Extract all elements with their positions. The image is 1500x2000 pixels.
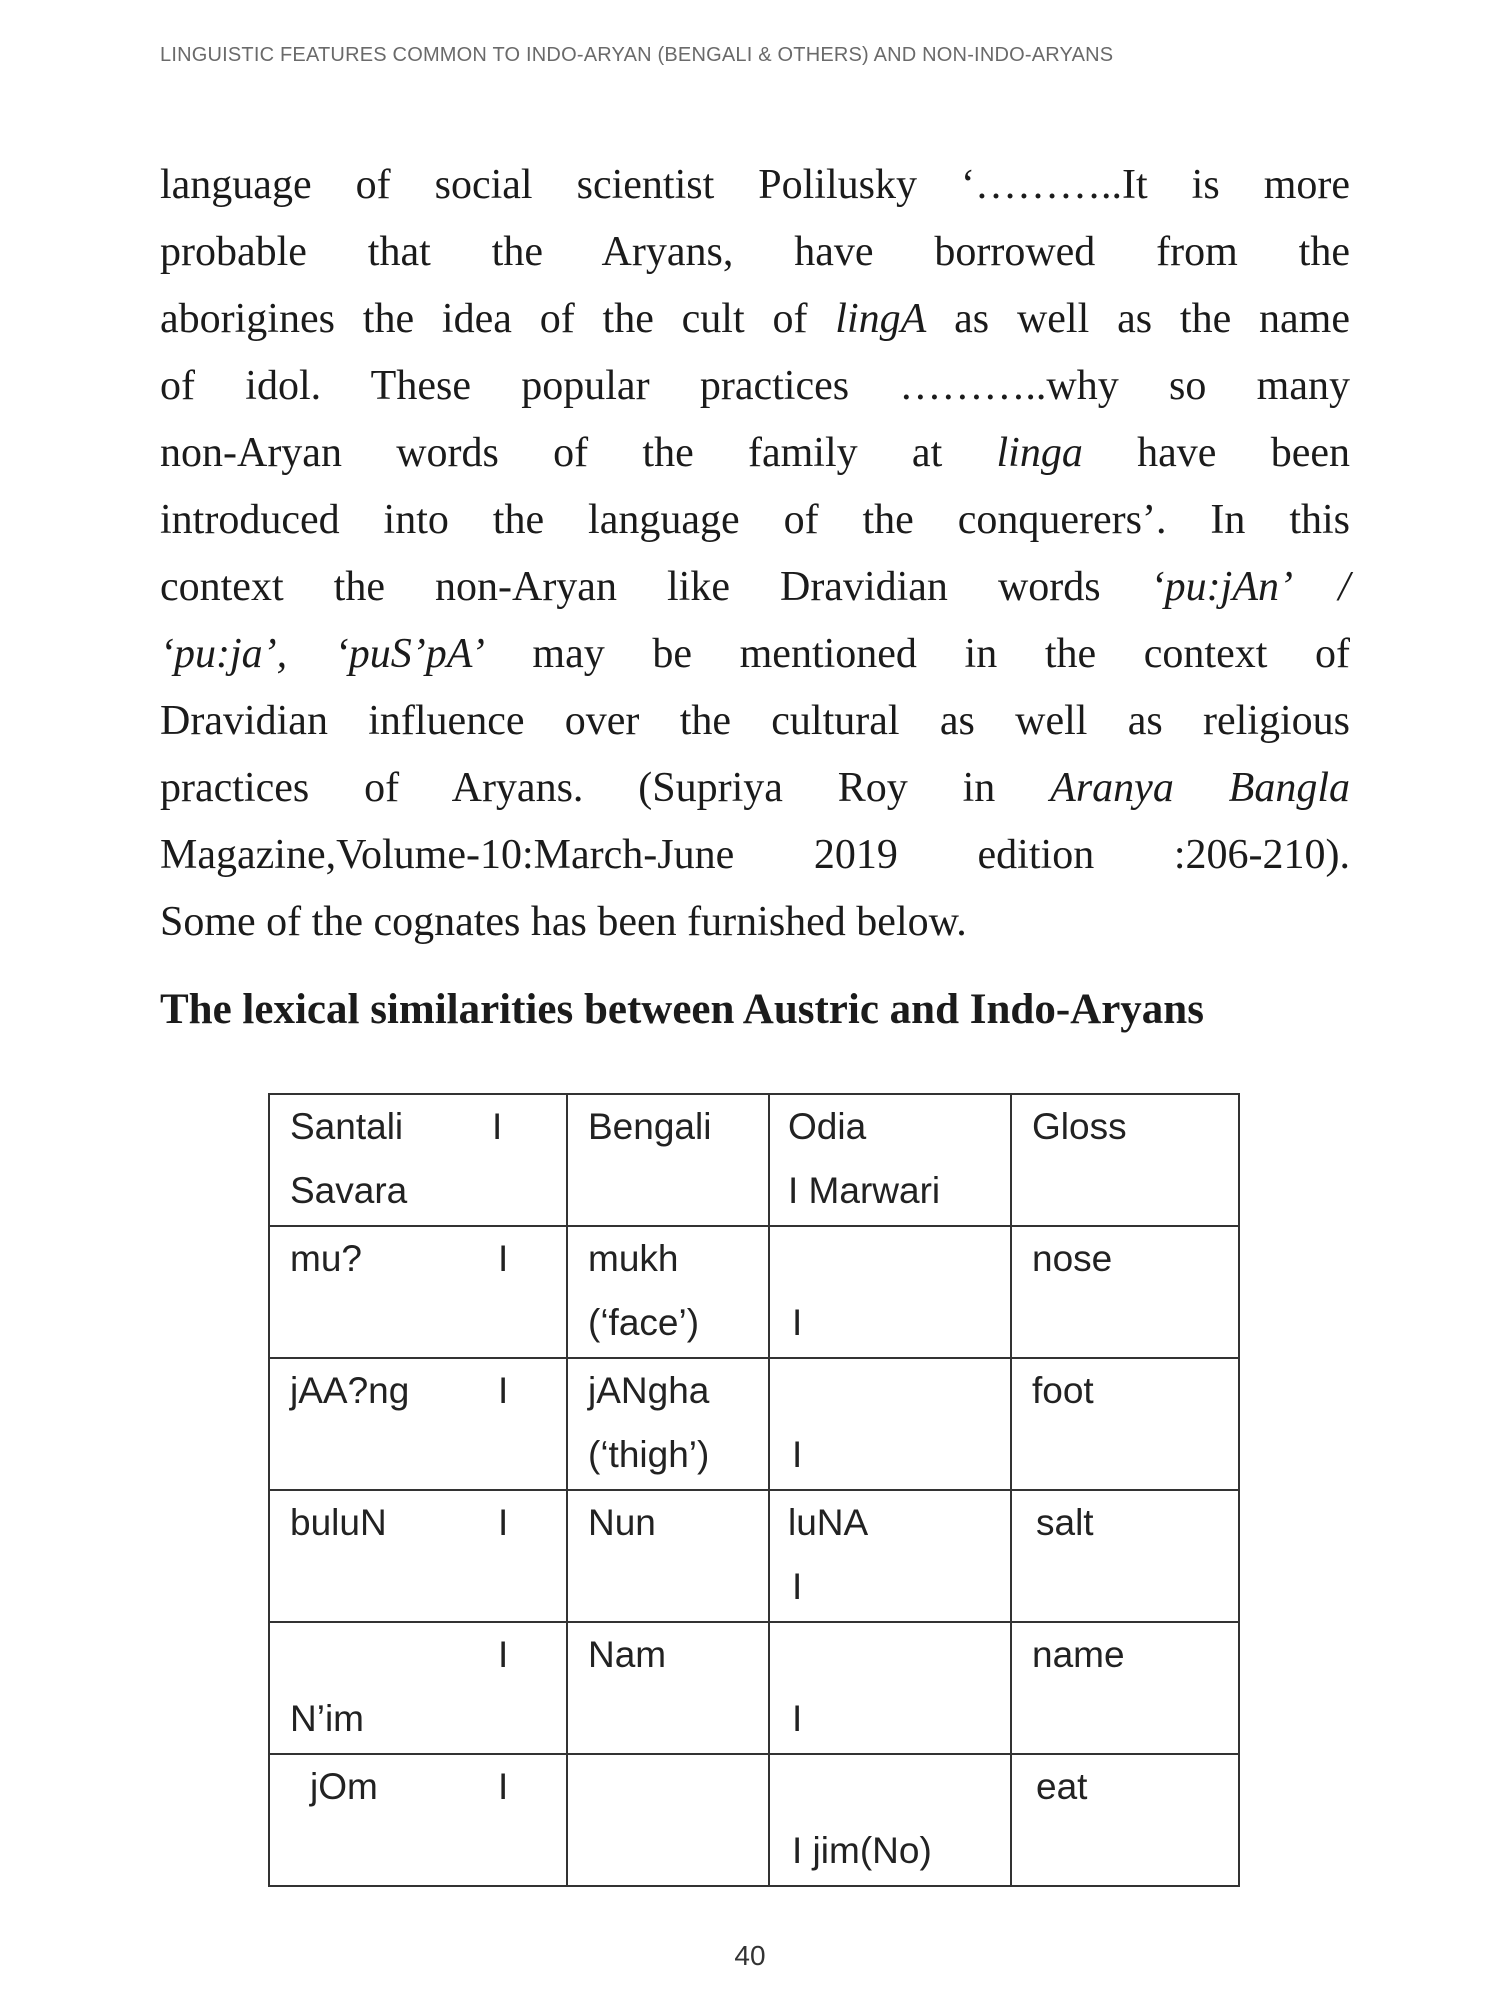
cell-text: Santali	[290, 1106, 404, 1147]
cell-text: Nun	[588, 1502, 656, 1543]
table-row	[269, 1622, 1239, 1754]
header-cell-santali	[269, 1094, 567, 1226]
text-line: introduced into the language of the conquerers’. In this	[160, 497, 1350, 543]
table-header-row	[269, 1094, 1239, 1226]
section-heading: The lexical similarities between Austric and Indo-Aryans	[160, 986, 1204, 1033]
cell-gloss	[1011, 1622, 1239, 1754]
cell-text: N’im	[290, 1698, 364, 1739]
cell-text: name	[1032, 1634, 1125, 1675]
text-run: may be mentioned in the context of	[484, 631, 1350, 677]
page-number: 40	[734, 1940, 766, 1971]
cell-text: mu?	[290, 1238, 362, 1279]
text-line: language of social scientist Polilusky ‘………..It is more	[160, 162, 1350, 208]
text-run: non-Aryan words of the family at	[160, 430, 997, 476]
cell-text	[568, 1819, 768, 1883]
text-run: practices of Aryans. (Supriya Roy in	[160, 765, 1051, 811]
text-line: Dravidian influence over the cultural as well as religious	[160, 698, 1350, 744]
cell-text	[568, 1687, 768, 1751]
cell-separator: I	[492, 1106, 503, 1147]
cell-text	[770, 1623, 1010, 1687]
table-row	[269, 1754, 1239, 1886]
cell-gloss	[1011, 1358, 1239, 1490]
cell-text: jANgha	[588, 1370, 710, 1411]
cell-gloss	[1011, 1490, 1239, 1622]
cell-text	[770, 1755, 1010, 1819]
cell-text: nose	[1032, 1238, 1113, 1279]
text-line	[160, 621, 1350, 688]
cell-bengali	[567, 1358, 769, 1490]
text-run: have been	[1082, 430, 1350, 476]
cell-text: luNA	[788, 1502, 869, 1543]
cell-text: Bengali	[588, 1106, 712, 1147]
text-line	[160, 420, 1350, 487]
cell-bengali	[567, 1754, 769, 1886]
table-row	[269, 1490, 1239, 1622]
cell-separator: I	[498, 1766, 509, 1807]
header-cell-odia	[769, 1094, 1011, 1226]
table-row	[269, 1226, 1239, 1358]
cell-santali	[269, 1358, 567, 1490]
cell-text: Odia	[788, 1106, 867, 1147]
cell-text	[770, 1359, 1010, 1423]
cell-text: mukh	[588, 1238, 679, 1279]
cell-text: buluN	[290, 1502, 387, 1543]
running-head: LINGUISTIC FEATURES COMMON TO INDO-ARYAN (BENGALI & OTHERS) AND NON-INDO-ARYANS	[160, 44, 1114, 66]
cell-text	[568, 1555, 768, 1619]
cell-separator: I	[498, 1502, 509, 1543]
cell-text: I	[792, 1434, 803, 1475]
text-line: Magazine,Volume-10:March-June 2019 edition :206-210).	[160, 832, 1350, 878]
cell-text	[770, 1227, 1010, 1291]
cell-text	[568, 1755, 768, 1819]
text-run: aborigines the idea of the cult of	[160, 296, 836, 342]
cell-santali	[269, 1490, 567, 1622]
italic-term: ‘pu:ja’, ‘puS’pA’	[160, 631, 485, 677]
text-run: as well as the name	[926, 296, 1350, 342]
table-row	[269, 1358, 1239, 1490]
cell-text: I Marwari	[788, 1170, 941, 1211]
cell-bengali	[567, 1226, 769, 1358]
cell-odia	[769, 1622, 1011, 1754]
text-line	[160, 554, 1350, 621]
text-line: probable that the Aryans, have borrowed from the	[160, 229, 1350, 275]
header-cell-gloss	[1011, 1094, 1239, 1226]
cell-odia	[769, 1490, 1011, 1622]
cell-gloss	[1011, 1226, 1239, 1358]
cell-santali	[269, 1226, 567, 1358]
italic-term: Aranya Bangla	[1050, 765, 1350, 811]
text-line	[160, 755, 1350, 822]
text-line: Some of the cognates has been furnished below.	[160, 899, 967, 945]
cell-bengali	[567, 1490, 769, 1622]
cell-odia	[769, 1754, 1011, 1886]
italic-term: linga	[996, 430, 1083, 476]
cell-text: Savara	[290, 1170, 408, 1211]
cell-odia	[769, 1226, 1011, 1358]
cell-bengali	[567, 1622, 769, 1754]
cell-santali	[269, 1754, 567, 1886]
italic-term: ‘pu:jAn’ /	[1150, 564, 1351, 610]
text-line	[160, 286, 1350, 353]
cell-text: jAA?ng	[290, 1370, 410, 1411]
header-cell-bengali	[567, 1094, 769, 1226]
body-paragraph	[160, 152, 1350, 956]
lexical-table	[268, 1093, 1240, 1887]
text-run: context the non-Aryan like Dravidian words	[160, 564, 1151, 610]
cell-separator: I	[498, 1238, 509, 1279]
cell-text: eat	[1036, 1766, 1088, 1807]
cell-text: foot	[1032, 1370, 1094, 1411]
cell-text: (‘thigh’)	[588, 1434, 710, 1475]
cell-text: Gloss	[1032, 1106, 1127, 1147]
cell-text: Nam	[588, 1634, 667, 1675]
italic-term: lingA	[835, 296, 927, 342]
cell-gloss	[1011, 1754, 1239, 1886]
cell-separator: I	[498, 1634, 509, 1675]
cell-separator: I	[498, 1370, 509, 1411]
cell-text: I	[792, 1302, 803, 1343]
cell-text: (‘face’)	[588, 1302, 700, 1343]
cell-odia	[769, 1358, 1011, 1490]
cell-text: I	[792, 1566, 803, 1607]
cell-santali	[269, 1622, 567, 1754]
cell-text: I	[792, 1698, 803, 1739]
cell-text: jOm	[310, 1766, 378, 1807]
text-line: of idol. These popular practices ………..why so many	[160, 363, 1350, 409]
cell-text: salt	[1036, 1502, 1094, 1543]
cell-text: I jim(No)	[792, 1830, 932, 1871]
